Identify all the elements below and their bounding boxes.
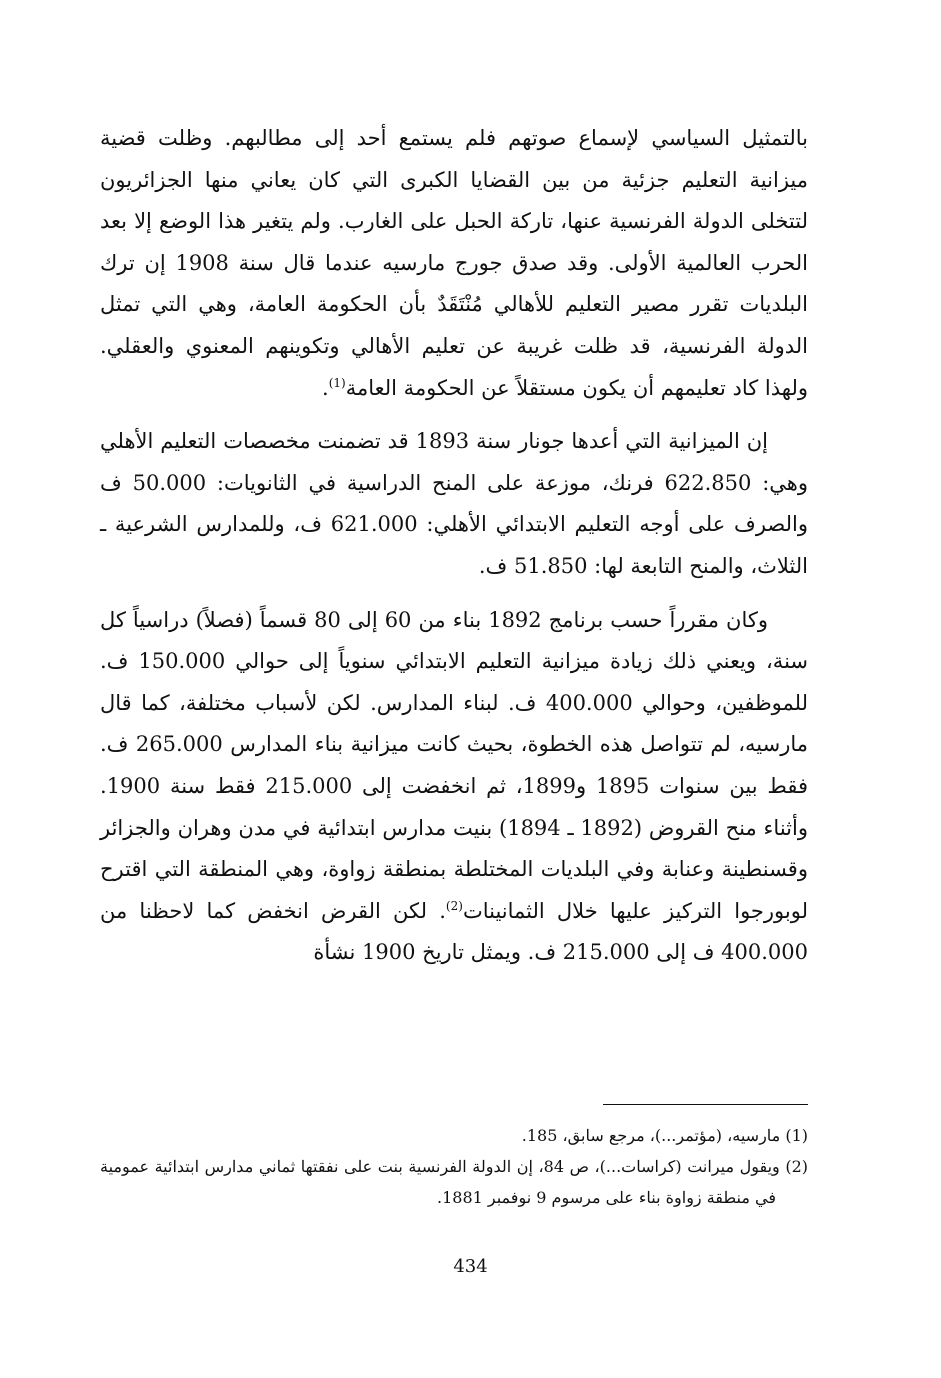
paragraph-1 bbox=[100, 118, 808, 409]
footnote-divider bbox=[603, 1104, 808, 1105]
paragraph-3 bbox=[100, 600, 808, 974]
paragraph-2 bbox=[100, 421, 808, 587]
footnote-ref-2: (2) bbox=[445, 898, 463, 913]
footnote-1: (1) مارسيه، (مؤتمر...)، مرجع سابق، 185. bbox=[521, 1126, 808, 1145]
footnote-2: (2) ويقول ميرانت (كراسات...)، ص 84، إن الدولة الفرنسية بنت على نفقتها ثماني مدارس ابتدائية عمومية في منطقة زواوة بناء على مرسوم 9 نوفمبر 1881. bbox=[100, 1157, 809, 1207]
paragraph-1-end: . bbox=[322, 375, 329, 400]
paragraph-1-text: بالتمثيل السياسي لإسماع صوتهم فلم يستمع أحد إلى مطالبهم. وظلت قضية ميزانية التعليم جزئية من بين القضايا الكبرى التي كان يعاني منها الجزائريون لتتخلى الدولة الفرنسية عنها، تاركة الحبل على الغارب. ولم يتغير هذا الوضع إلا بعد الحرب العالمية الأولى. وقد صدق جورج مارسيه عندما قال سنة 1908 إن ترك البلديات تقرر مصير التعليم للأهالي مُنْتَقَدٌ بأن الحكومة العامة، وهي التي تمثل الدولة الفرنسية، قد ظلت غريبة عن تعليم الأهالي وتكوينهم المعنوي والعقلي. ولهذا كاد تعليمهم أن يكون مستقلاً عن الحكومة العامة bbox=[100, 126, 808, 400]
footnote-ref-1: (1) bbox=[328, 375, 346, 390]
main-text bbox=[100, 118, 808, 974]
page-number: 434 bbox=[453, 1256, 488, 1277]
paragraph-3-continuation: . لكن القرض انخفض كما لاحظنا من 400.000 ف إلى 215.000 ف. ويمثل تاريخ 1900 نشأة bbox=[100, 898, 808, 965]
paragraph-2-text: إن الميزانية التي أعدها جونار سنة 1893 قد تضمنت مخصصات التعليم الأهلي وهي: 622.850 فرنك، موزعة على المنح الدراسية في الثانويات: 50.000 ف والصرف على أوجه التعليم الابتدائي الأهلي: 621.000 ف، وللمدارس الشرعية ـ الثلاث، والمنح التابعة لها: 51.850 ف. bbox=[100, 429, 808, 578]
footnotes bbox=[100, 1120, 808, 1213]
paragraph-3-text: وكان مقرراً حسب برنامج 1892 بناء من 60 إلى 80 قسماً (فصلاً) دراسياً كل سنة، ويعني ذلك زيادة ميزانية التعليم الابتدائي سنوياً إلى حوالي 150.000 ف. للموظفين، وحوالي 400.000 ف. لبناء المدارس. لكن لأسباب مختلفة، كما قال مارسيه، لم تتواصل هذه الخطوة، بحيث كانت ميزانية بناء المدارس 265.000 ف. فقط بين سنوات 1895 و1899، ثم انخفضت إلى 215.000 فقط سنة 1900. وأثناء منح القروض (1892 ـ 1894) بنيت مدارس ابتدائية في مدن وهران والجزائر وقسنطينة وعنابة وفي البلديات المختلطة بمنطقة زواوة، وهي المنطقة التي اقترح لوبورجوا التركيز عليها خلال الثمانينات bbox=[100, 607, 809, 923]
